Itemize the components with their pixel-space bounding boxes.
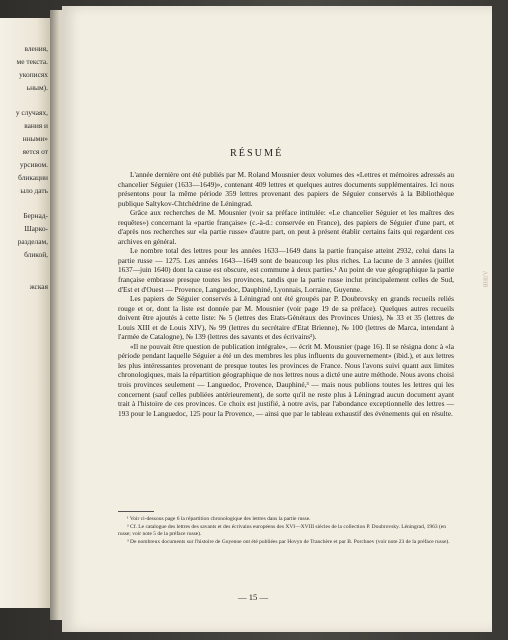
left-page-line: ыло дать: [20, 186, 48, 195]
footnote-rule: [118, 511, 154, 512]
left-page-line: бликации: [18, 173, 48, 182]
paragraph: L'année dernière ont été publiés par M. Roland Mousnier deux volumes des «Lettres et mémoires adressés au chancelier Séguier (1633—1649)», contenant 409 lettres et quelques autres documents supplémentaires. Ici nous présentons pour la même période 359 lettres provenant des papiers de Séguier conservés à la Bibliothèque publique Saltykov-Chtchédrine de Léningrad.: [118, 170, 454, 208]
footnote: ³ De nombreux documents sur l'histoire de Guyenne ont été publiées par Hovyn de Tranchère et par B. Porchnev (voir note 23 de la préface russe).: [127, 539, 450, 546]
footnote: ² Cf. Le catalogue des lettres des savants et des écrivains européens des XVI—XVIII siècles de la collection P. Doubrovsky. Léningrad, 1963 (en russe; voir note 5 de la préface russe).: [118, 524, 446, 538]
paragraph: Le nombre total des lettres pour les années 1633—1649 dans la partie française atteint 2932, celui dans la partie russe — 1275. Les années 1643—1649 sont de beaucoup les plus riches. La lacune de 3 années (juillet 1637—juin 1640) dont la cause est obscure, est commune à deux parties.¹ Au point de vue géographique la partie française embrasse presque toutes les provinces, tandis que la partie russe inclut principalement celles de Sud, d'Est et d'Ouest — Provence, Languedoc, Dauphiné, Lyonnais, Lorraine, Guyenne.: [118, 246, 454, 294]
footnotes: [118, 516, 454, 548]
left-page-line: яется от: [22, 147, 48, 156]
left-page-line: бликой,: [24, 250, 48, 259]
bleed-through-mark: АЛНВ: [481, 270, 488, 288]
left-page-line: укописях: [19, 70, 48, 79]
page-title: RÉSUMÉ: [230, 148, 284, 159]
left-page-line: вления,: [24, 44, 48, 53]
left-page-line: Бернад-: [23, 211, 48, 220]
left-page-line: нными»: [22, 134, 48, 143]
paragraph: «Il ne pouvait être question de publication intégrale», — écrit M. Mousnier (page 16). Il se résigna donc à «la période pendant laquelle Séguier a été un des membres les plus influents du gouvernement» (ibid.), et aux lettres les plus intéressantes provenant de presque toutes les provinces de France. Nous l'avons suivi quant aux limites chronologiques, mais la répartition géographique de nos lettres nous a dicté une autre méthode. Nous avons choisi trois provinces seulement — Languedoc, Provence, Dauphiné,³ — mais nous publions toutes les lettres qui les concernent (sauf celles publiées antérieurement), de sorte qu'il ne reste plus à Léningrad aucun document ayant trait à l'histoire de ces provinces. Ce choix est justifié, à notre avis, par l'abondance exceptionnelle des lettres — 193 pour le Languedoc, 125 pour la Provence, — ainsi que par le tableau exhaustif des événements qui en résulte.: [118, 341, 454, 418]
paragraph: Grâce aux recherches de M. Mousnier (voir sa préface intitulée: «Le chancelier Séguier et les maîtres des requêtes») concernant la «partie française» (c.-à-d.: conservée en France), des papiers de Séguier d'une part, et d'après nos recherches sur «la partie russe» d'autre part, on peut à présent établir certains faits qui regardent ces archives en général.: [118, 208, 454, 246]
left-page-line: ьным).: [26, 83, 48, 92]
left-page-line: Шарко-: [24, 224, 48, 233]
paragraph: Les papiers de Séguier conservés à Léningrad ont été groupés par P. Doubrovsky en grands recueils reliés rouge et or, dont la liste est donnée par M. Mousnier (voir page 19 de sa préface). Quelques autres recueils doivent être ajoutés à cette liste: № 5 (lettres des Etats-Généraux des Provinces Unies), № 33 et 35 (lettres de Louis XIII et de Louis XIV), № 99 (lettres du secrétaire d'Etat Brienne), № 100 (lettres de Marca, intendant à l'armée de Catalogne), № 139 (lettres des savants et des écrivains²).: [118, 294, 454, 342]
page-number: — 15 —: [238, 592, 269, 602]
left-page-line: ме текста.: [16, 57, 48, 66]
left-page-line: у случаях,: [15, 108, 48, 117]
footnote: ¹ Voir ci-dessous page 6 la répartition chronologique des lettres dans la partie russe.: [127, 516, 311, 522]
body-text: [118, 170, 454, 418]
left-page-line: урсивом.: [19, 160, 48, 169]
left-page-line: вания и: [24, 121, 48, 130]
left-page-line: жская: [29, 282, 48, 291]
left-page-edge: [0, 18, 52, 608]
left-page-line: разделам,: [17, 237, 48, 246]
